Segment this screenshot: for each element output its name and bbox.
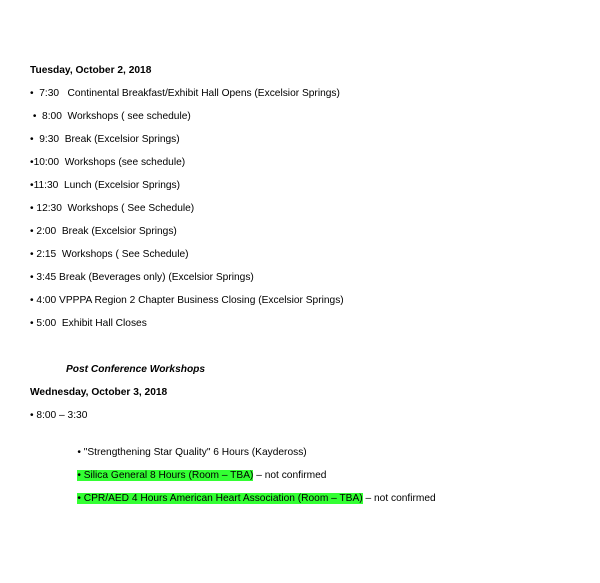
schedule-item: • 2:00 Break (Excelsior Springs)	[30, 226, 177, 237]
schedule-item: • 5:00 Exhibit Hall Closes	[30, 318, 147, 329]
schedule-item: •11:30 Lunch (Excelsior Springs)	[30, 180, 181, 191]
workshop-item	[66, 478, 436, 520]
schedule-item: • 12:30 Workshops ( See Schedule)	[30, 203, 195, 214]
schedule-item: • 7:30 Continental Breakfast/Exhibit Hall Opens (Excelsior Springs)	[30, 88, 340, 99]
day2-time: • 8:00 – 3:30	[30, 410, 88, 421]
schedule-item: • 2:15 Workshops ( See Schedule)	[30, 249, 189, 260]
schedule-item: • 3:45 Break (Beverages only) (Excelsior Springs)	[30, 272, 254, 283]
post-conference-heading: Post Conference Workshops	[66, 364, 206, 375]
day1-heading: Tuesday, October 2, 2018	[30, 65, 152, 76]
workshop-status: – not confirmed	[253, 470, 327, 481]
schedule-item: •10:00 Workshops (see schedule)	[30, 157, 186, 168]
schedule-item: • 9:30 Break (Excelsior Springs)	[30, 134, 180, 145]
schedule-item: • 8:00 Workshops ( see schedule)	[30, 111, 191, 122]
workshop-status: – not confirmed	[362, 493, 436, 504]
workshop-title-highlighted: • Silica General 8 Hours (Room – TBA)	[77, 470, 254, 481]
workshop-title: • "Strengthening Star Quality" 6 Hours (Kaydeross)	[77, 447, 307, 458]
schedule-item: • 4:00 VPPPA Region 2 Chapter Business Closing (Excelsior Springs)	[30, 295, 344, 306]
workshop-title-highlighted: • CPR/AED 4 Hours American Heart Association (Room – TBA)	[77, 493, 363, 504]
day2-heading: Wednesday, October 3, 2018	[30, 387, 168, 398]
